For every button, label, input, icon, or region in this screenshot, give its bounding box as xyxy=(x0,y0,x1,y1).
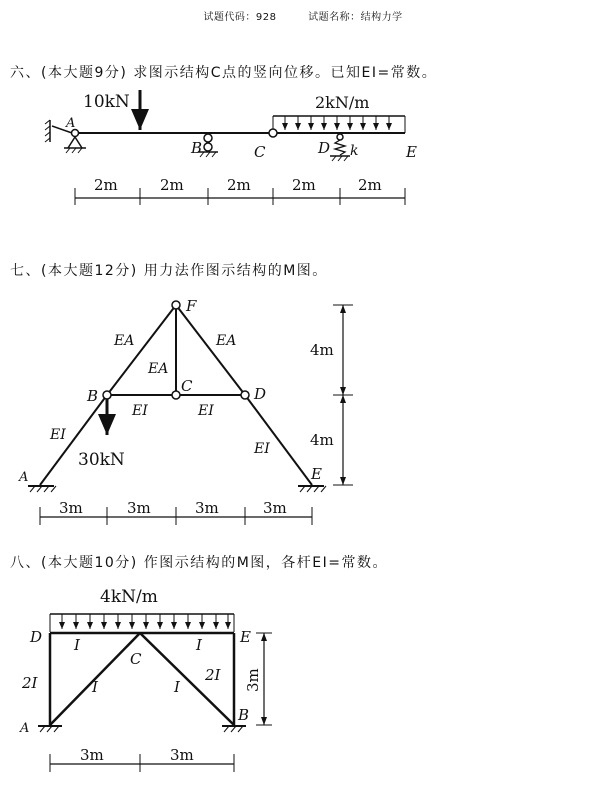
q7-label-d: D xyxy=(254,385,267,403)
q8-support-b xyxy=(222,726,246,732)
q7-hinge-c xyxy=(172,391,180,399)
q6-label-b: B xyxy=(191,139,203,157)
q7-dim-v2: 4m xyxy=(310,431,334,449)
q7-load-label: 30kN xyxy=(78,450,125,470)
q7-dim-h3: 3m xyxy=(195,499,219,517)
q8-dim-h1: 3m xyxy=(80,746,104,764)
q6-label-e: E xyxy=(406,143,417,161)
question-8-text: 八、(本大题10分) 作图示结构的M图，各杆EI=常数。 xyxy=(10,555,388,571)
q8-prop-ce: I xyxy=(196,636,202,654)
q7-dimension-vertical xyxy=(333,305,353,485)
q8-dimension-horizontal xyxy=(50,754,234,772)
q8-label-c: C xyxy=(130,650,142,668)
q7-label-e: E xyxy=(311,465,322,483)
q8-label-d: D xyxy=(30,628,43,646)
q6-dim-5: 2m xyxy=(358,176,382,194)
q7-hinge-f xyxy=(172,301,180,309)
q6-label-a: A xyxy=(66,116,76,131)
exam-name: 试题名称：结构力学 xyxy=(308,12,403,23)
q6-distributed-load xyxy=(273,116,405,133)
q7-label-c: C xyxy=(181,377,193,395)
q7-hinge-b xyxy=(103,391,111,399)
q6-label-k: k xyxy=(350,143,359,159)
q6-label-d: D xyxy=(318,139,331,157)
q8-load-label: 4kN/m xyxy=(100,587,158,607)
question-6-text: 六、(本大题9分) 求图示结构C点的竖向位移。已知EI=常数。 xyxy=(10,65,438,81)
q7-prop-cd: EI xyxy=(198,403,214,419)
q6-label-c: C xyxy=(254,143,266,161)
q8-support-a xyxy=(38,726,62,732)
question-7-text: 七、(本大题12分) 用力法作图示结构的M图。 xyxy=(10,263,328,279)
q7-label-a: A xyxy=(19,470,29,485)
q7-dim-h1: 3m xyxy=(59,499,83,517)
q8-prop-bc: I xyxy=(174,678,180,696)
q6-hinge-c xyxy=(269,129,277,137)
q7-prop-fc: EA xyxy=(148,361,169,377)
q8-distributed-load xyxy=(50,614,234,632)
q8-label-b: B xyxy=(238,706,250,724)
q7-prop-df: EA xyxy=(216,333,237,349)
q7-dim-h2: 3m xyxy=(127,499,151,517)
q6-spring-d xyxy=(330,134,350,161)
exam-code: 试题代码：928 xyxy=(203,12,277,23)
q8-dim-h2: 3m xyxy=(170,746,194,764)
q7-dim-h4: 3m xyxy=(263,499,287,517)
q8-prop-ac: I xyxy=(92,678,98,696)
q7-label-f: F xyxy=(186,297,197,315)
q8-dim-v1: 3m xyxy=(244,668,262,692)
q8-prop-ad: 2I xyxy=(22,674,38,692)
q8-prop-be: 2I xyxy=(205,666,221,684)
q6-dim-1: 2m xyxy=(94,176,118,194)
q8-label-e: E xyxy=(240,628,251,646)
q8-prop-dc: I xyxy=(74,636,80,654)
q7-prop-ab: EI xyxy=(50,427,66,443)
q7-prop-de: EI xyxy=(254,441,270,457)
exam-header xyxy=(0,8,606,23)
q6-point-load-label: 10kN xyxy=(83,92,130,112)
q7-label-b: B xyxy=(87,387,99,405)
q7-truss-frame-diagram xyxy=(0,285,606,535)
q6-dim-2: 2m xyxy=(160,176,184,194)
q8-frame-diagram xyxy=(0,580,606,780)
q7-prop-bc: EI xyxy=(132,403,148,419)
q6-beam-diagram xyxy=(0,80,606,220)
q7-support-a xyxy=(28,486,56,492)
q6-dim-4: 2m xyxy=(292,176,316,194)
q7-hinge-d xyxy=(241,391,249,399)
q8-label-a: A xyxy=(20,721,30,736)
q6-dim-3: 2m xyxy=(227,176,251,194)
q7-prop-bf: EA xyxy=(114,333,135,349)
q7-support-e xyxy=(298,486,326,492)
q6-dist-load-label: 2kN/m xyxy=(315,93,370,112)
q7-dim-v1: 4m xyxy=(310,341,334,359)
